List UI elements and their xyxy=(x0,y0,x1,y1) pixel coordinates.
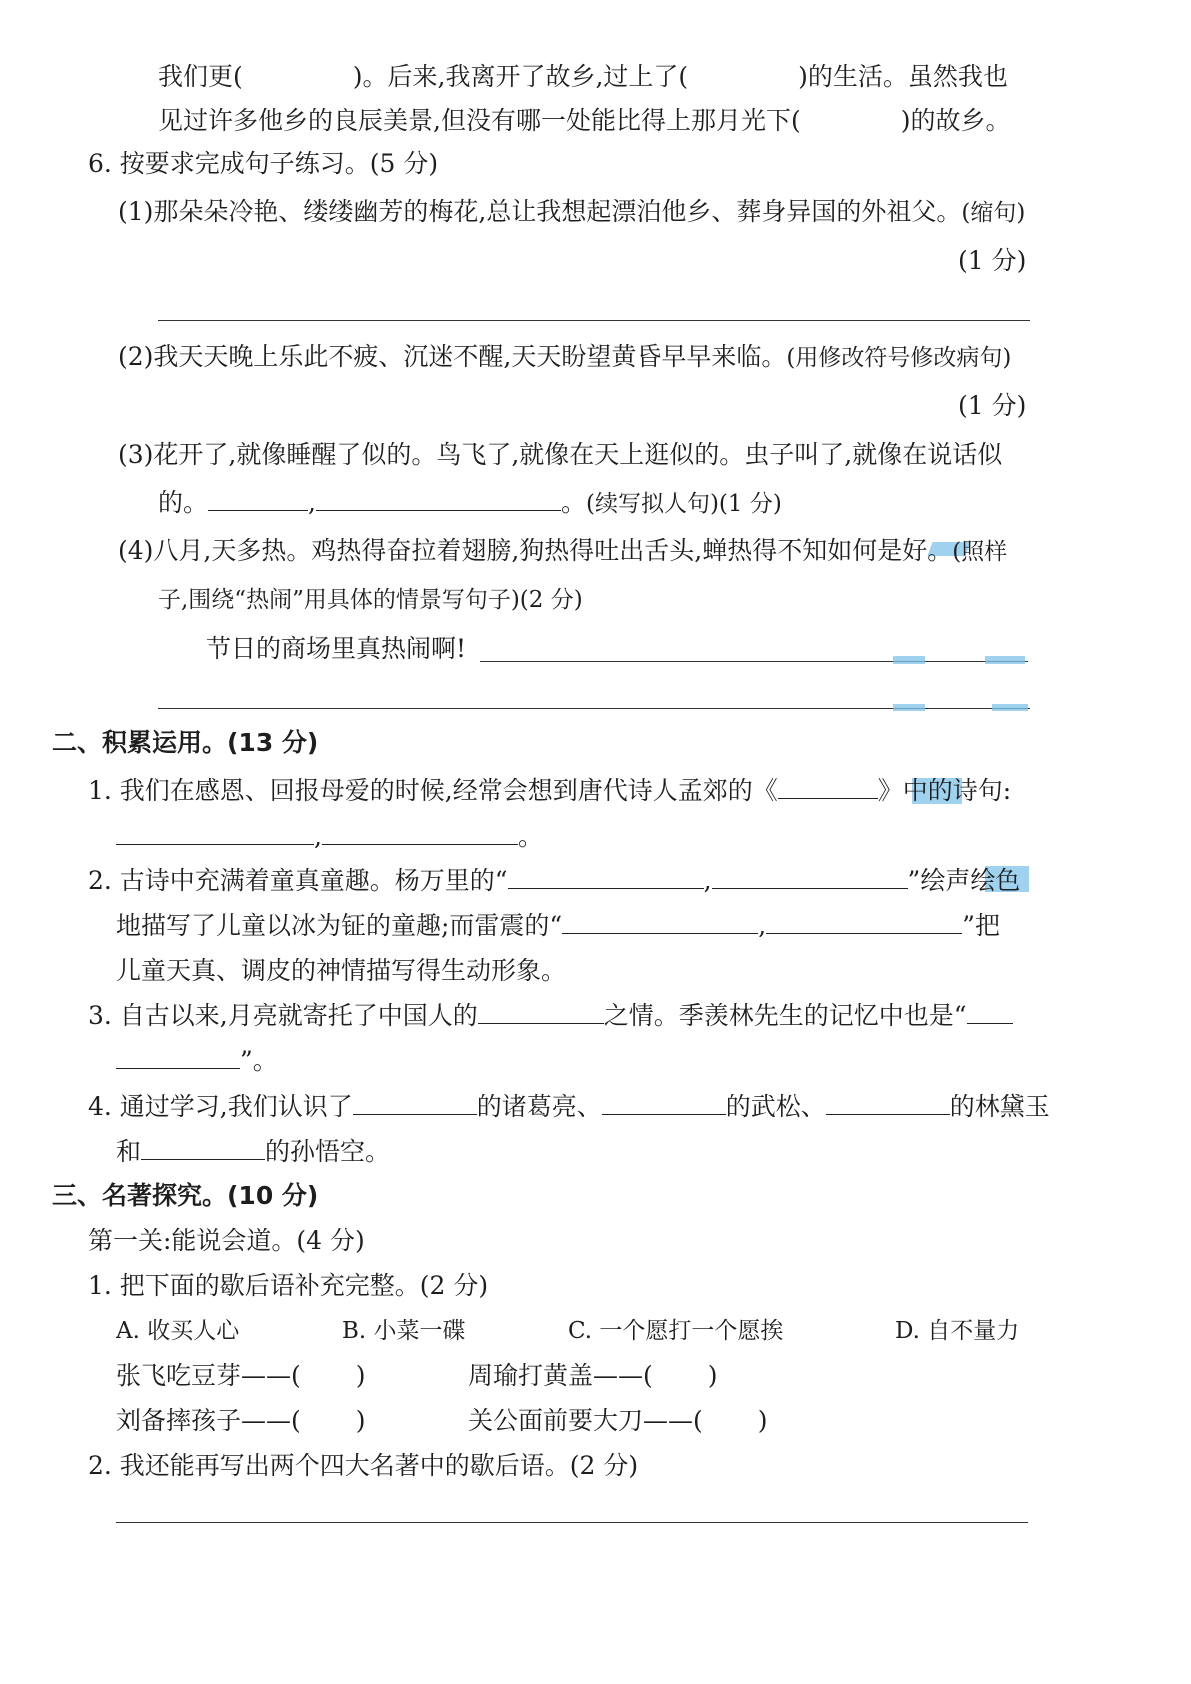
q6-part1-score: (1 分) xyxy=(958,246,1027,275)
answer-blank[interactable] xyxy=(766,909,962,934)
sec2-q3-text: ”。 xyxy=(240,1046,278,1075)
q6-part2-requirement: (用修改符号修改病句) xyxy=(786,345,1012,371)
sec2-q3-line2 xyxy=(116,1044,278,1078)
sec2-q3-line1 xyxy=(88,999,1013,1033)
q6-part3-line2 xyxy=(158,486,782,521)
answer-blank[interactable] xyxy=(602,1090,726,1115)
sec2-q1-line2 xyxy=(116,820,543,854)
answer-blank[interactable] xyxy=(826,1090,950,1115)
option-c: C. 一个愿打一个愿挨 xyxy=(568,1318,784,1344)
q6-part4-line1 xyxy=(118,534,1007,569)
q6-title: 6. 按要求完成句子练习。(5 分) xyxy=(88,149,439,178)
sec2-q2-line2 xyxy=(116,909,1000,943)
option-d: D. 自不量力 xyxy=(895,1318,1020,1344)
sec3-q2: 2. 我还能再写出两个四大名著中的歇后语。(2 分) xyxy=(88,1451,639,1480)
answer-blank[interactable] xyxy=(116,820,314,845)
sec2-q4-line2 xyxy=(116,1135,390,1169)
q6-part4-requirement: (照样 xyxy=(952,539,1008,565)
pair-text: ) xyxy=(355,1406,366,1435)
pair-text: 关公面前要大刀——( xyxy=(468,1406,703,1435)
sec2-q2-text: , xyxy=(758,911,767,940)
option-a: A. 收买人心 xyxy=(116,1318,240,1344)
pair-text: ) xyxy=(707,1361,718,1390)
answer-line[interactable] xyxy=(116,1522,1028,1523)
sec2-q3-text: 3. 自古以来,月亮就寄托了中国人的 xyxy=(88,1001,478,1030)
highlighter-mark xyxy=(992,704,1028,711)
answer-blank[interactable] xyxy=(322,820,518,845)
highlighter-mark xyxy=(893,656,925,664)
pair-2 xyxy=(468,1359,718,1393)
q6-part3-text: 。 xyxy=(560,488,586,517)
sec2-q4-text: 和 xyxy=(116,1137,142,1166)
answer-blank[interactable] xyxy=(508,864,704,889)
answer-line[interactable] xyxy=(158,320,1030,321)
answer-line[interactable] xyxy=(480,661,1028,662)
q6-part3-line1: (3)花开了,就像睡醒了似的。鸟飞了,就像在天上逛似的。虫子叫了,就像在说话似 xyxy=(118,440,1003,469)
pair-4 xyxy=(468,1404,768,1438)
answer-blank[interactable] xyxy=(141,1135,265,1160)
sec2-q2-line1 xyxy=(88,864,1020,898)
pair-1 xyxy=(116,1359,366,1393)
q6-part3-requirement: (续写拟人句)(1 分) xyxy=(585,491,782,517)
sec3-level1: 第一关:能说会道。(4 分) xyxy=(88,1226,365,1255)
highlighter-mark xyxy=(893,704,925,711)
sec2-q3-text: 之情。季羡林先生的记忆中也是“ xyxy=(603,1001,967,1030)
q6-part1-requirement: (缩句) xyxy=(961,200,1026,226)
sec2-q1-text: 》中的诗句: xyxy=(877,776,1012,805)
answer-blank[interactable] xyxy=(562,909,758,934)
pair-text: ) xyxy=(355,1361,366,1390)
pair-text: 张飞吃豆芽——( xyxy=(116,1361,301,1390)
sec2-q2-text: ”绘声绘色 xyxy=(907,866,1021,895)
q5-line-1 xyxy=(158,60,1008,94)
q6-part1 xyxy=(118,195,1025,230)
sec2-q4-text: 4. 通过学习,我们认识了 xyxy=(88,1092,353,1121)
sec2-q1-line1 xyxy=(88,774,1011,808)
section-3-title: 三、名著探究。(10 分) xyxy=(52,1181,319,1210)
answer-blank[interactable] xyxy=(478,999,604,1024)
q6-part4-line2: 子,围绕“热闹”用具体的情景写句子)(2 分) xyxy=(158,587,583,613)
highlighter-mark xyxy=(985,656,1025,664)
sec2-q1-text: 1. 我们在感恩、回报母爱的时候,经常会想到唐代诗人孟郊的《 xyxy=(88,776,778,805)
answer-blank[interactable] xyxy=(208,486,308,511)
sec2-q4-text: 的武松、 xyxy=(725,1092,826,1121)
pair-text: 周瑜打黄盖——( xyxy=(468,1361,653,1390)
pair-text: 刘备摔孩子——( xyxy=(116,1406,301,1435)
sec3-q1: 1. 把下面的歇后语补充完整。(2 分) xyxy=(88,1271,489,1300)
q5-text: )的故乡。 xyxy=(900,106,1011,135)
q5-text: 见过许多他乡的良辰美景,但没有哪一处能比得上那月光下( xyxy=(158,106,801,135)
sec2-q2-line3: 儿童天真、调皮的神情描写得生动形象。 xyxy=(116,956,567,985)
sec2-q2-text: ”把 xyxy=(962,911,1000,940)
sec2-q2-text: , xyxy=(703,866,712,895)
q6-part3-text: 的。 xyxy=(158,488,209,517)
sec2-q1-text: , xyxy=(314,822,322,851)
q6-part2-text: (2)我天天晚上乐此不疲、沉迷不醒,天天盼望黄昏早早来临。 xyxy=(118,342,787,371)
sec2-q2-text: 2. 古诗中充满着童真童趣。杨万里的“ xyxy=(88,866,508,895)
q5-line-2 xyxy=(158,104,1010,138)
answer-blank[interactable] xyxy=(778,774,878,799)
sec2-q4-text: 的诸葛亮、 xyxy=(476,1092,602,1121)
answer-blank[interactable] xyxy=(316,486,561,511)
option-b: B. 小菜一碟 xyxy=(342,1318,466,1344)
q5-text: 我们更( xyxy=(158,62,243,91)
q5-text: )的生活。虽然我也 xyxy=(798,62,1008,91)
q5-text: )。后来,我离开了故乡,过上了( xyxy=(352,62,689,91)
sec2-q1-text: 。 xyxy=(517,822,543,851)
answer-blank[interactable] xyxy=(353,1090,477,1115)
sec2-q2-text: 地描写了儿童以冰为钲的童趣;而雷震的“ xyxy=(116,911,563,940)
answer-blank[interactable] xyxy=(712,864,908,889)
section-2-title: 二、积累运用。(13 分) xyxy=(52,728,319,757)
q6-part3-text: , xyxy=(308,488,316,517)
pair-3 xyxy=(116,1404,366,1438)
answer-blank[interactable] xyxy=(967,999,1013,1024)
sec2-q4-text: 的孙悟空。 xyxy=(265,1137,391,1166)
q6-part2 xyxy=(118,340,1011,375)
sec2-q4-text: 的林黛玉 xyxy=(949,1092,1050,1121)
q6-part4-text: (4)八月,天多热。鸡热得奋拉着翅膀,狗热得吐出舌头,蝉热得不知如何是好。 xyxy=(118,536,953,565)
answer-blank[interactable] xyxy=(116,1044,240,1069)
sec2-q4-line1 xyxy=(88,1090,1050,1124)
pair-text: ) xyxy=(757,1406,768,1435)
q6-part4-lead: 节日的商场里真热闹啊! xyxy=(206,634,467,663)
q6-part1-text: (1)那朵朵冷艳、缕缕幽芳的梅花,总让我想起漂泊他乡、葬身异国的外祖父。 xyxy=(118,197,962,226)
q6-part2-score: (1 分) xyxy=(958,391,1027,420)
